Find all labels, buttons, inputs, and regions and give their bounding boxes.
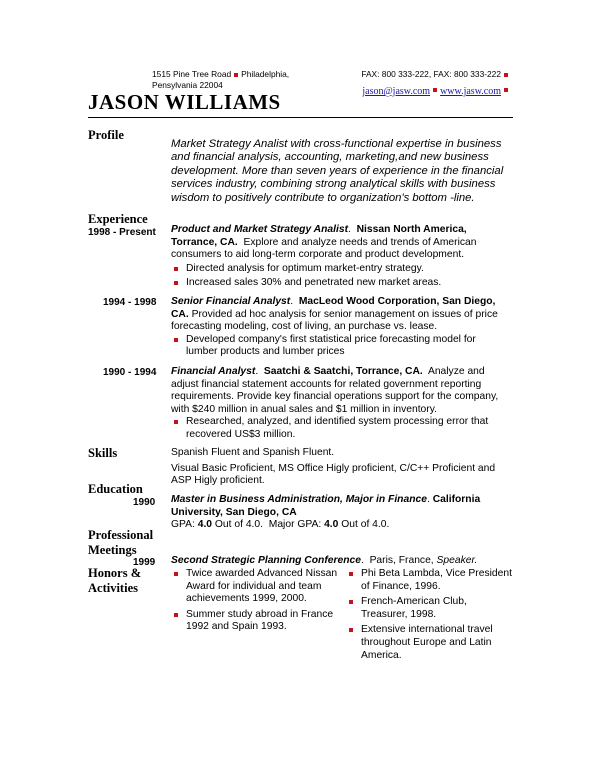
job-3-dates: 1990 - 1994: [103, 367, 157, 378]
honors-left-column: [171, 568, 343, 634]
meetings-heading: Professional Meetings: [88, 528, 154, 557]
job-1-dates: 1998 - Present: [88, 227, 156, 238]
major-gpa-value: 4.0: [324, 519, 339, 531]
meetings-location: Paris, France,: [369, 555, 434, 566]
skills-languages: Spanish Fluent and Spanish Fluent.: [171, 447, 335, 458]
job-3-company: Saatchi & Saatchi, Torrance, CA.: [263, 366, 423, 377]
honors-heading: Honors & Activities: [88, 566, 142, 595]
bullet-icon: [504, 88, 508, 92]
job-1-company: Nissan North America, Torrance, CA.: [171, 224, 467, 248]
honors-item: Twice awarded Advanced Nissan Award for individual and team achievements 1999, 2000.: [171, 568, 343, 606]
address-city: Philadelphia,: [241, 69, 290, 79]
bullet-icon: [234, 73, 238, 77]
skills-heading: Skills: [88, 446, 118, 460]
candidate-name: JASON WILLIAMS: [88, 90, 281, 114]
meetings-year: 1999: [133, 557, 156, 568]
gpa-label: GPA:: [171, 519, 195, 531]
job-3-title: Financial Analyst: [171, 366, 256, 377]
header-divider: [88, 117, 513, 118]
contact-block: [361, 69, 511, 80]
website-link[interactable]: www.jasw.com: [440, 86, 501, 97]
meetings-entry: Second Strategic Planning Conference. Paris, France, Speaker.: [171, 555, 478, 566]
education-school: California University, San Diego, CA: [171, 494, 481, 518]
major-gpa-scale: Out of 4.0.: [341, 519, 390, 531]
experience-heading: Experience: [88, 212, 148, 226]
skills-list: [171, 447, 511, 488]
job-1-bullet-2: Increased sales 30% and penetrated new market areas.: [171, 277, 511, 290]
gpa-value: 4.0: [197, 519, 213, 531]
job-1-bullet-1: Directed analysis for optimum market-entry strategy.: [171, 263, 511, 276]
gpa-scale: Out of 4.0.: [214, 519, 264, 531]
address-street: 1515 Pine Tree Road: [152, 69, 232, 79]
job-2-dates: 1994 - 1998: [103, 297, 157, 308]
job-2-bullet-1: Developed company's first statistical price forecasting model for lumber products and lumber prices: [171, 334, 501, 359]
job-2-description: Provided ad hoc analysis for senior management on issues of price forecasting modeling, cost of living, an purchase vs. lease.: [171, 308, 498, 333]
bullet-icon: [504, 73, 508, 77]
honors-item: French-American Club, Treasurer, 1998.: [346, 596, 516, 621]
honors-item: Extensive international travel throughout Europe and Latin America.: [346, 624, 516, 662]
job-2-company: MacLeod Wood Corporation, San Diego, CA.: [171, 296, 496, 320]
job-2-title: Senior Financial Analyst: [171, 296, 291, 307]
education-entry: Master in Business Administration, Major in Finance. California University, San Diego, CA GPA: 4.0 Out of 4.0. Major GPA: 4.0 Out of 4.0.: [171, 494, 491, 532]
job-3: Financial Analyst. Saatchi & Saatchi, Torrance, CA. Analyze and adjust financial statement accounts for related government reporting requirements. Provide key financial operations support for the company, with $240 million in anual sales and $1 million in inventory. Researched, analyzed, and identified system processing error that recovered US$3 million.: [171, 366, 507, 442]
job-1: Product and Market Strategy Analist. Nissan North America, Torrance, CA. Explore and analyze needs and trends of American consumers to aid long-term corporate and product development. Directed analysis for optimum market-entry strategy. Increased sales 30% and penetrated new market areas.: [171, 224, 511, 290]
fax-numbers: FAX: 800 333-222, FAX: 800 333-222: [361, 69, 501, 79]
honors-item: Summer study abroad in France 1992 and Spain 1993.: [171, 609, 343, 634]
job-1-description: Explore and analyze needs and trends of American consumers to aid long-term corporate and product development.: [171, 236, 477, 261]
address-block: [152, 69, 289, 91]
education-year: 1990: [133, 497, 156, 508]
address-state: Pensylvania 22004: [152, 80, 223, 90]
job-1-title: Product and Market Strategy Analist: [171, 224, 348, 235]
honors-right-column: [346, 568, 516, 662]
education-heading: Education: [88, 482, 143, 496]
meetings-title: Second Strategic Planning Conference: [171, 555, 361, 566]
bullet-icon: [433, 88, 437, 92]
education-gpa: [171, 519, 491, 532]
major-gpa-label: Major GPA:: [268, 519, 322, 531]
profile-text: Market Strategy Analist with cross-functional expertise in business and financial analysis, accounting, marketing,and new business development. More than seven years of experience in the financial services industry, combining strong analytical skills with business wisdom to positively contribute to organization's bottom -line.: [171, 138, 504, 204]
profile-heading: Profile: [88, 128, 124, 142]
job-3-description: Analyze and adjust financial statement accounts for related government reporting requirements. Provide key financial operations support for the company, with $240 million in anual sales and $1 million in inventory.: [171, 366, 499, 415]
honors-item: Phi Beta Lambda, Vice President of Finance, 1996.: [346, 568, 516, 593]
job-3-bullet-1: Researched, analyzed, and identified system processing error that recovered US$3 million.: [171, 416, 507, 441]
education-degree: Master in Business Administration, Major in Finance: [171, 494, 427, 505]
skills-technical: Visual Basic Proficient, MS Office Higly proficient, C/C++ Proficient and ASP Higly proficient.: [171, 462, 496, 487]
job-2: Senior Financial Analyst. MacLeod Wood Corporation, San Diego, CA. Provided ad hoc analysis for senior management on issues of price forecasting modeling, cost of living, an purchase vs. lease. Developed company's first statistical price forecasting model for lumber products and lumber prices: [171, 296, 501, 359]
email-link[interactable]: jason@jasw.com: [362, 86, 431, 97]
meetings-role: Speaker.: [436, 555, 478, 566]
web-contact: [362, 81, 511, 99]
